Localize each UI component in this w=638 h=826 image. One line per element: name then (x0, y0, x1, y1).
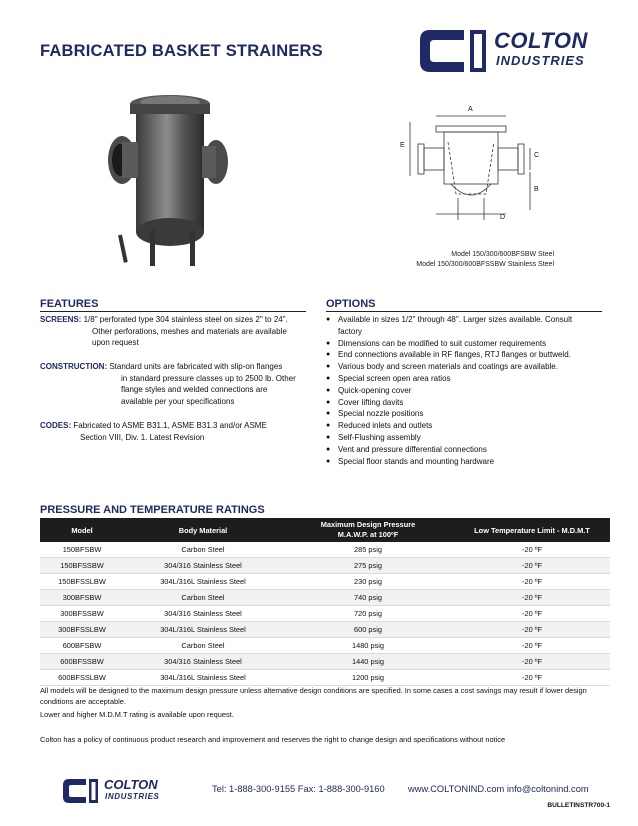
cell-pressure: 1200 psig (282, 670, 454, 686)
list-item: ● Special nozzle positions (326, 408, 596, 420)
cell-pressure: 230 psig (282, 574, 454, 590)
construction-text-4: available per your specifications (121, 396, 235, 406)
cell-temp: -20 ºF (454, 622, 610, 638)
cell-model: 600BFSSLBW (40, 670, 124, 686)
dimension-drawing (396, 102, 548, 232)
table-row (40, 654, 610, 670)
cell-pressure: 1440 psig (282, 654, 454, 670)
logo-text-colton: COLTON (494, 28, 588, 53)
features-screens (40, 314, 320, 349)
table-row (40, 670, 610, 686)
screens-label: SCREENS: (40, 315, 82, 324)
footer-logo (62, 776, 202, 808)
table-row (40, 606, 610, 622)
drawing-label-b: B (534, 186, 539, 193)
ratings-table (40, 518, 610, 686)
cell-material: 304/316 Stainless Steel (124, 654, 282, 670)
cell-model: 300BFSSBW (40, 606, 124, 622)
caption-line-2: Model 150/300/600BFSSBW Stainless Steel (416, 261, 554, 268)
cell-model: 300BFSBW (40, 590, 124, 606)
caption-line-1: Model 150/300/600BFSBW Steel (451, 251, 554, 258)
footer-logo-colton: COLTON (104, 777, 158, 792)
options-rule (326, 311, 602, 312)
logo-text-industries: INDUSTRIES (496, 53, 585, 68)
footer-logo-industries: INDUSTRIES (105, 792, 160, 801)
table-row (40, 590, 610, 606)
cell-material: Carbon Steel (124, 590, 282, 606)
col-model: Model (40, 518, 124, 542)
cell-pressure: 275 psig (282, 558, 454, 574)
table-row (40, 558, 610, 574)
cell-material: 304L/316L Stainless Steel (124, 622, 282, 638)
list-item: ● Special screen open area ratios (326, 373, 596, 385)
col-max-pressure (282, 518, 454, 542)
drawing-label-e: E (400, 142, 405, 149)
bulletin-number: BULLETINSTR700-1 (547, 802, 610, 809)
cell-pressure: 285 psig (282, 542, 454, 558)
list-item: ● Dimensions can be modified to suit customer requirements (326, 338, 596, 350)
features-heading: FEATURES (40, 298, 99, 310)
cell-material: Carbon Steel (124, 542, 282, 558)
options-list (326, 314, 596, 467)
cell-pressure: 720 psig (282, 606, 454, 622)
ratings-heading: PRESSURE AND TEMPERATURE RATINGS (40, 504, 265, 516)
construction-text-3: flange styles and welded connections are (121, 385, 268, 395)
drawing-label-d: D (500, 214, 506, 221)
cell-temp: -20 ºF (454, 558, 610, 574)
list-item: ● Self-Flushing assembly (326, 432, 596, 444)
list-item: ● Special floor stands and mounting hardware (326, 456, 596, 468)
cell-model: 300BFSSLBW (40, 622, 124, 638)
col-max-pressure-line1: Maximum Design Pressure (320, 520, 416, 529)
cell-pressure: 1480 psig (282, 638, 454, 654)
list-item: ● Cover lifting davits (326, 397, 596, 409)
list-item: ● Available in sizes 1/2" through 48". Larger sizes available. Consult factory (326, 314, 596, 338)
cell-material: 304L/316L Stainless Steel (124, 670, 282, 686)
cell-temp: -20 ºF (454, 638, 610, 654)
screens-text-3: upon request (92, 338, 139, 348)
note-design-conditions: All models will be designed to the maximum design pressure unless alternative design conditions are specified. In some cases a cost savings may result if lower design conditions are acceptable. (40, 686, 587, 706)
screens-text-2: Other perforations, meshes and materials are available (92, 326, 287, 336)
colton-logo-icon (420, 30, 486, 72)
construction-text-2: in standard pressure classes up to 2500 lb. Other (121, 373, 296, 383)
codes-label: CODES: (40, 421, 72, 430)
options-heading: OPTIONS (326, 298, 376, 310)
table-row (40, 542, 610, 558)
cell-pressure: 600 psig (282, 622, 454, 638)
features-codes (40, 420, 320, 443)
cell-model: 150BFSSBW (40, 558, 124, 574)
list-item: ● Various body and screen materials and coatings are available. (326, 361, 596, 373)
col-low-temp: Low Temperature Limit - M.D.M.T (454, 518, 610, 542)
cell-material: Carbon Steel (124, 638, 282, 654)
cell-material: 304/316 Stainless Steel (124, 606, 282, 622)
col-body-material: Body Material (124, 518, 282, 542)
construction-text: Standard units are fabricated with slip-on flanges (109, 362, 283, 371)
codes-text: Fabricated to ASME B31.1, ASME B31.3 and/or ASME (73, 421, 267, 430)
list-item: ● Reduced inlets and outlets (326, 420, 596, 432)
list-item: ● End connections available in RF flanges, RTJ flanges or buttweld. (326, 349, 596, 361)
note-policy: Colton has a policy of continuous product research and improvement and reserves the right to change design and specifications without notice (40, 735, 506, 744)
features-construction (40, 361, 320, 407)
cell-temp: -20 ºF (454, 654, 610, 670)
cell-temp: -20 ºF (454, 542, 610, 558)
col-max-pressure-line2: M.A.W.P. at 100ºF (337, 530, 399, 539)
list-item: ● Vent and pressure differential connections (326, 444, 596, 456)
cell-material: 304/316 Stainless Steel (124, 558, 282, 574)
cell-material: 304L/316L Stainless Steel (124, 574, 282, 590)
drawing-label-a: A (468, 106, 473, 113)
footer-web-email[interactable]: www.COLTONIND.com info@coltonind.com (408, 784, 589, 794)
features-rule (40, 311, 306, 312)
cell-temp: -20 ºF (454, 574, 610, 590)
cell-model: 150BFSBW (40, 542, 124, 558)
cell-model: 600BFSSBW (40, 654, 124, 670)
cell-pressure: 740 psig (282, 590, 454, 606)
table-row (40, 622, 610, 638)
cell-model: 600BFSBW (40, 638, 124, 654)
strainer-photo (102, 90, 234, 268)
cell-model: 150BFSSLBW (40, 574, 124, 590)
footer-phone-fax: Tel: 1-888-300-9155 Fax: 1-888-300-9160 (212, 784, 385, 794)
cell-temp: -20 ºF (454, 606, 610, 622)
codes-text-2: Section VIII, Div. 1. Latest Revision (80, 432, 205, 442)
list-item: ● Quick-opening cover (326, 385, 596, 397)
company-logo (418, 22, 618, 80)
table-row (40, 638, 610, 654)
drawing-label-c: C (534, 152, 540, 159)
page-title: FABRICATED BASKET STRAINERS (40, 42, 323, 60)
construction-label: CONSTRUCTION: (40, 362, 108, 371)
table-row (40, 574, 610, 590)
note-mdmt: Lower and higher M.D.M.T rating is available upon request. (40, 710, 234, 719)
screens-text: 1/8" perforated type 304 stainless steel on sizes 2" to 24". (83, 315, 288, 324)
cell-temp: -20 ºF (454, 590, 610, 606)
colton-logo-icon (63, 779, 98, 803)
cell-temp: -20 ºF (454, 670, 610, 686)
